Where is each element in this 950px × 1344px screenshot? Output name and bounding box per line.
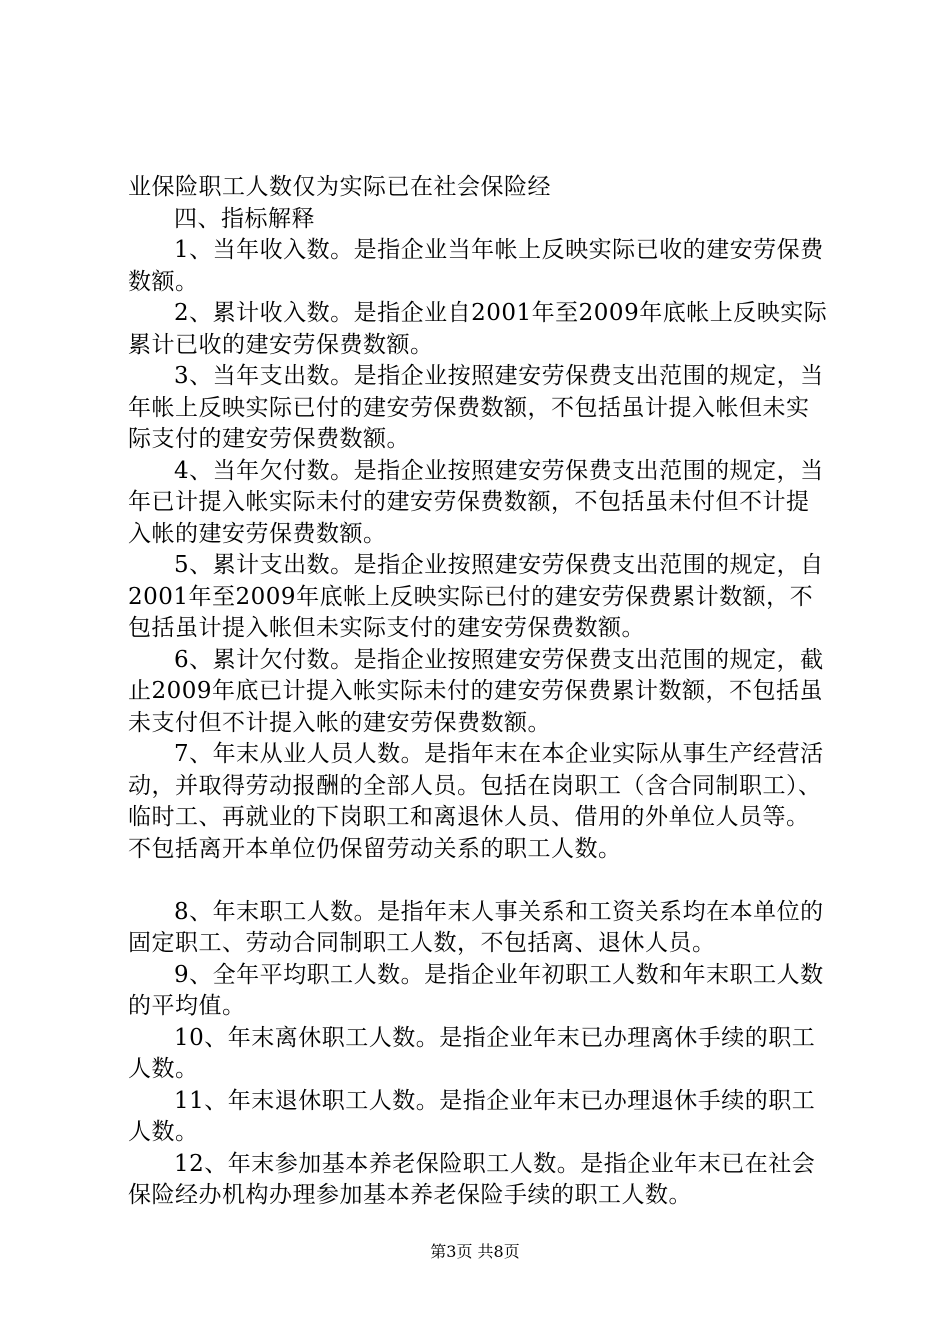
- paragraph-item-5: 5、累计支出数。是指企业按照建安劳保费支出范围的规定，自2001年至2009年底帐上反映实际已付的建安劳保费累计数额，不包括虽计提入帐但未实际支付的建安劳保费数额。: [128, 552, 824, 641]
- page-number-footer: 第3页 共8页: [430, 1242, 520, 1261]
- paragraph-item-9: 9、全年平均职工人数。是指企业年初职工人数和年末职工人数的平均值。: [128, 961, 824, 1019]
- paragraph-item-7: 7、年末从业人员人数。是指年末在本企业实际从事生产经营活动，并取得劳动报酬的全部人员。包括在岗职工（含合同制职工）、临时工、再就业的下岗职工和离退休人员、借用的外单位人员等。不包括离开本单位仍保留劳动关系的职工人数。: [128, 741, 824, 862]
- paragraph-spacer: [128, 865, 828, 897]
- paragraph-item-10: 10、年末离休职工人数。是指企业年末已办理离休手续的职工人数。: [128, 1024, 816, 1082]
- paragraph-item-4: 4、当年欠付数。是指企业按照建安劳保费支出范围的规定，当年已计提入帐实际未付的建安劳保费数额，不包括虽未付但不计提入帐的建安劳保费数额。: [128, 457, 824, 547]
- paragraph-continuation: 业保险职工人数仅为实际已在社会保险经: [128, 174, 551, 200]
- paragraph-item-3: 3、当年支出数。是指企业按照建安劳保费支出范围的规定，当年帐上反映实际已付的建安劳保费数额，不包括虽计提入帐但未实际支付的建安劳保费数额。: [128, 363, 824, 452]
- paragraph-item-2: 2、累计收入数。是指企业自2001年至2009年底帐上反映实际累计已收的建安劳保费数额。: [128, 300, 828, 358]
- paragraph-item-1: 1、当年收入数。是指企业当年帐上反映实际已收的建安劳保费数额。: [128, 237, 824, 295]
- document-body: [128, 172, 828, 1212]
- paragraph-item-6: 6、累计欠付数。是指企业按照建安劳保费支出范围的规定，截止2009年底已计提入帐实际未付的建安劳保费累计数额，不包括虽未支付但不计提入帐的建安劳保费数额。: [128, 646, 824, 736]
- paragraph-item-11: 11、年末退休职工人数。是指企业年末已办理退休手续的职工人数。: [128, 1087, 816, 1145]
- paragraph-item-8: 8、年末职工人数。是指年末人事关系和工资关系均在本单位的固定职工、劳动合同制职工人数，不包括离、退休人员。: [128, 898, 824, 956]
- section-heading: 四、指标解释: [174, 205, 315, 232]
- paragraph-item-12: 12、年末参加基本养老保险职工人数。是指企业年末已在社会保险经办机构办理参加基本养老保险手续的职工人数。: [128, 1150, 816, 1208]
